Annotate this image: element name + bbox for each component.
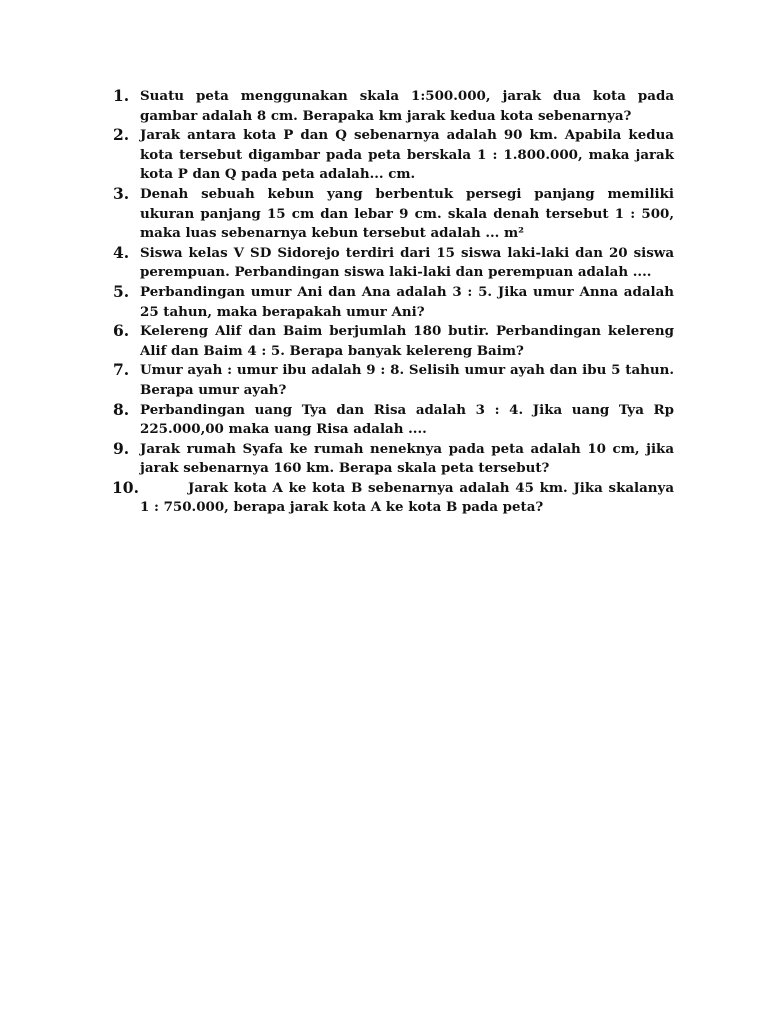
question-item-7 [113, 361, 674, 400]
question-text: Jarak rumah Syafa ke rumah neneknya pada peta adalah 10 cm, jika jarak sebenarnya 160 km. Berapa skala peta tersebut? [140, 440, 674, 477]
question-text: Suatu peta menggunakan skala 1:500.000, jarak dua kota pada gambar adalah 8 cm. Berapaka km jarak kedua kota sebenarnya? [140, 88, 674, 124]
question-text: Jarak kota A ke kota B sebenarnya adalah 45 km. Jika skalanya 1 : 750.000, berapa jarak kota A ke kota B pada peta? [140, 479, 674, 516]
question-number: 8. [113, 399, 130, 419]
question-item-3 [113, 185, 674, 244]
question-number: 4. [113, 242, 130, 262]
question-item-10 [113, 479, 674, 518]
question-number: 6. [113, 321, 130, 341]
question-text: Perbandingan umur Ani dan Ana adalah 3 : 5. Jika umur Anna adalah 25 tahun, maka berapakah umur Ani? [140, 283, 674, 320]
question-text: Siswa kelas V SD Sidorejo terdiri dari 15 siswa laki-laki dan 20 siswa perempuan. Perbandingan siswa laki-laki dan perempuan adalah .... [140, 244, 674, 281]
question-text: Denah sebuah kebun yang berbentuk persegi panjang memiliki ukuran panjang 15 cm dan lebar 9 cm. skala denah tersebut 1 : 500, maka luas sebenarnya kebun tersebut adalah ... m² [140, 185, 674, 242]
question-number: 1. [113, 86, 130, 105]
question-text: Umur ayah : umur ibu adalah 9 : 8. Selisih umur ayah dan ibu 5 tahun. Berapa umur ayah? [140, 362, 674, 398]
question-item-2 [113, 126, 674, 185]
question-item-6 [113, 322, 674, 361]
question-item-1 [113, 87, 674, 126]
question-list [113, 87, 674, 518]
question-number: 7. [113, 360, 130, 380]
question-item-5 [113, 283, 674, 322]
question-item-9 [113, 440, 674, 479]
question-item-8 [113, 401, 674, 440]
question-text: Jarak antara kota P dan Q sebenarnya adalah 90 km. Apabila kedua kota tersebut digambar pada peta berskala 1 : 1.800.000, maka jarak kota P dan Q pada peta adalah... cm. [140, 127, 674, 183]
question-number: 2. [113, 125, 130, 145]
question-text: Kelereng Alif dan Baim berjumlah 180 butir. Perbandingan kelereng Alif dan Baim 4 : 5. Berapa banyak kelereng Baim? [140, 323, 674, 359]
question-text: Perbandingan uang Tya dan Risa adalah 3 : 4. Jika uang Tya Rp 225.000,00 maka uang Risa adalah .... [140, 401, 674, 438]
question-number: 9. [113, 438, 130, 458]
question-number: 3. [113, 183, 130, 203]
question-number: 10. [112, 477, 139, 497]
question-item-4 [113, 244, 674, 283]
question-number: 5. [113, 281, 130, 301]
